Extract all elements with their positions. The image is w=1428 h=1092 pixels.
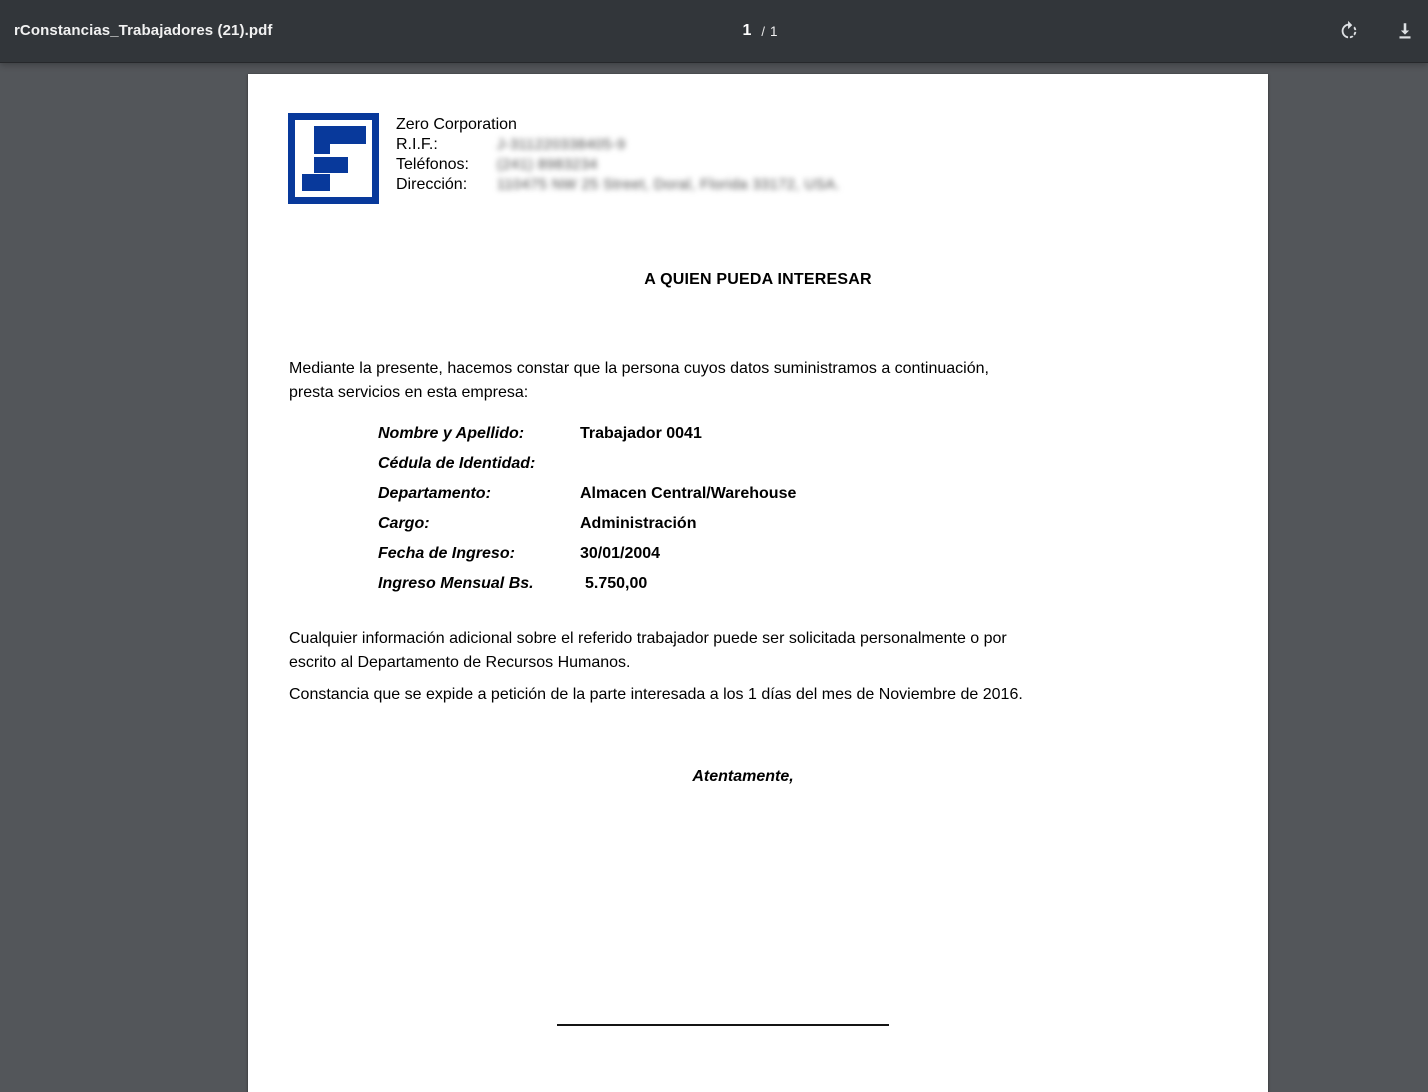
toolbar-actions	[1329, 11, 1425, 51]
signature-line	[557, 1024, 889, 1026]
company-name: Zero Corporation	[396, 116, 517, 133]
field-label: Departamento:	[378, 485, 491, 502]
employee-fields	[378, 425, 796, 605]
field-value: Administración	[580, 515, 697, 532]
page-separator: /	[761, 23, 766, 39]
pdf-page	[248, 74, 1268, 1092]
additional-info-paragraph	[289, 627, 1007, 675]
letterhead	[396, 115, 840, 195]
address-value-redacted: 110475 NW 25 Street, Doral, Florida 33172, USA.	[497, 177, 841, 193]
download-button[interactable]	[1385, 11, 1425, 51]
rif-value-redacted: J-311220338405-9	[497, 137, 626, 153]
company-logo-icon	[288, 113, 379, 204]
download-icon	[1394, 20, 1416, 42]
field-label: Cédula de Identidad:	[378, 455, 536, 472]
field-value: Almacen Central/Warehouse	[580, 485, 797, 502]
company-phones-row	[396, 155, 840, 175]
field-row-nombre	[378, 425, 796, 455]
field-row-fecha-ingreso	[378, 545, 796, 575]
field-value: 5.750,00	[585, 575, 648, 592]
phones-value-redacted: (241) 8983234	[497, 157, 598, 173]
pdf-toolbar	[0, 0, 1428, 63]
page-number-input[interactable]: 1	[742, 22, 752, 39]
page-indicator	[738, 0, 777, 62]
field-row-ingreso-mensual	[378, 575, 796, 605]
info-line-2: escrito al Departamento de Recursos Humanos.	[289, 654, 631, 671]
field-label: Ingreso Mensual Bs.	[378, 575, 534, 592]
field-value: Trabajador 0041	[580, 425, 702, 442]
field-value: 30/01/2004	[580, 545, 661, 562]
page-total: 1	[770, 23, 778, 39]
document-title: A QUIEN PUEDA INTERESAR	[644, 271, 872, 288]
field-row-departamento	[378, 485, 796, 515]
info-line-1: Cualquier información adicional sobre el referido trabajador puede ser solicitada personalmente o por	[289, 630, 1007, 647]
field-label: Cargo:	[378, 515, 430, 532]
field-row-cedula	[378, 455, 796, 485]
intro-paragraph	[289, 357, 989, 405]
pdf-viewport[interactable]	[0, 63, 1428, 1092]
phones-label: Teléfonos:	[396, 156, 469, 173]
closing-text: Atentamente,	[692, 768, 794, 785]
rif-label: R.I.F.:	[396, 136, 438, 153]
company-rif-row	[396, 135, 840, 155]
field-label: Fecha de Ingreso:	[378, 545, 515, 562]
field-label: Nombre y Apellido:	[378, 425, 525, 442]
intro-line-1: Mediante la presente, hacemos constar que la persona cuyos datos suministramos a continuación,	[289, 360, 989, 377]
intro-line-2: presta servicios en esta empresa:	[289, 384, 529, 401]
pdf-filename: rConstancias_Trabajadores (21).pdf	[14, 22, 273, 39]
rotate-button[interactable]	[1329, 11, 1369, 51]
company-address-row	[396, 175, 840, 195]
rotate-icon	[1338, 20, 1360, 42]
field-row-cargo	[378, 515, 796, 545]
address-label: Dirección:	[396, 176, 468, 193]
issue-paragraph: Constancia que se expide a petición de la parte interesada a los 1 días del mes de Noviembre de 2016.	[289, 686, 1023, 703]
